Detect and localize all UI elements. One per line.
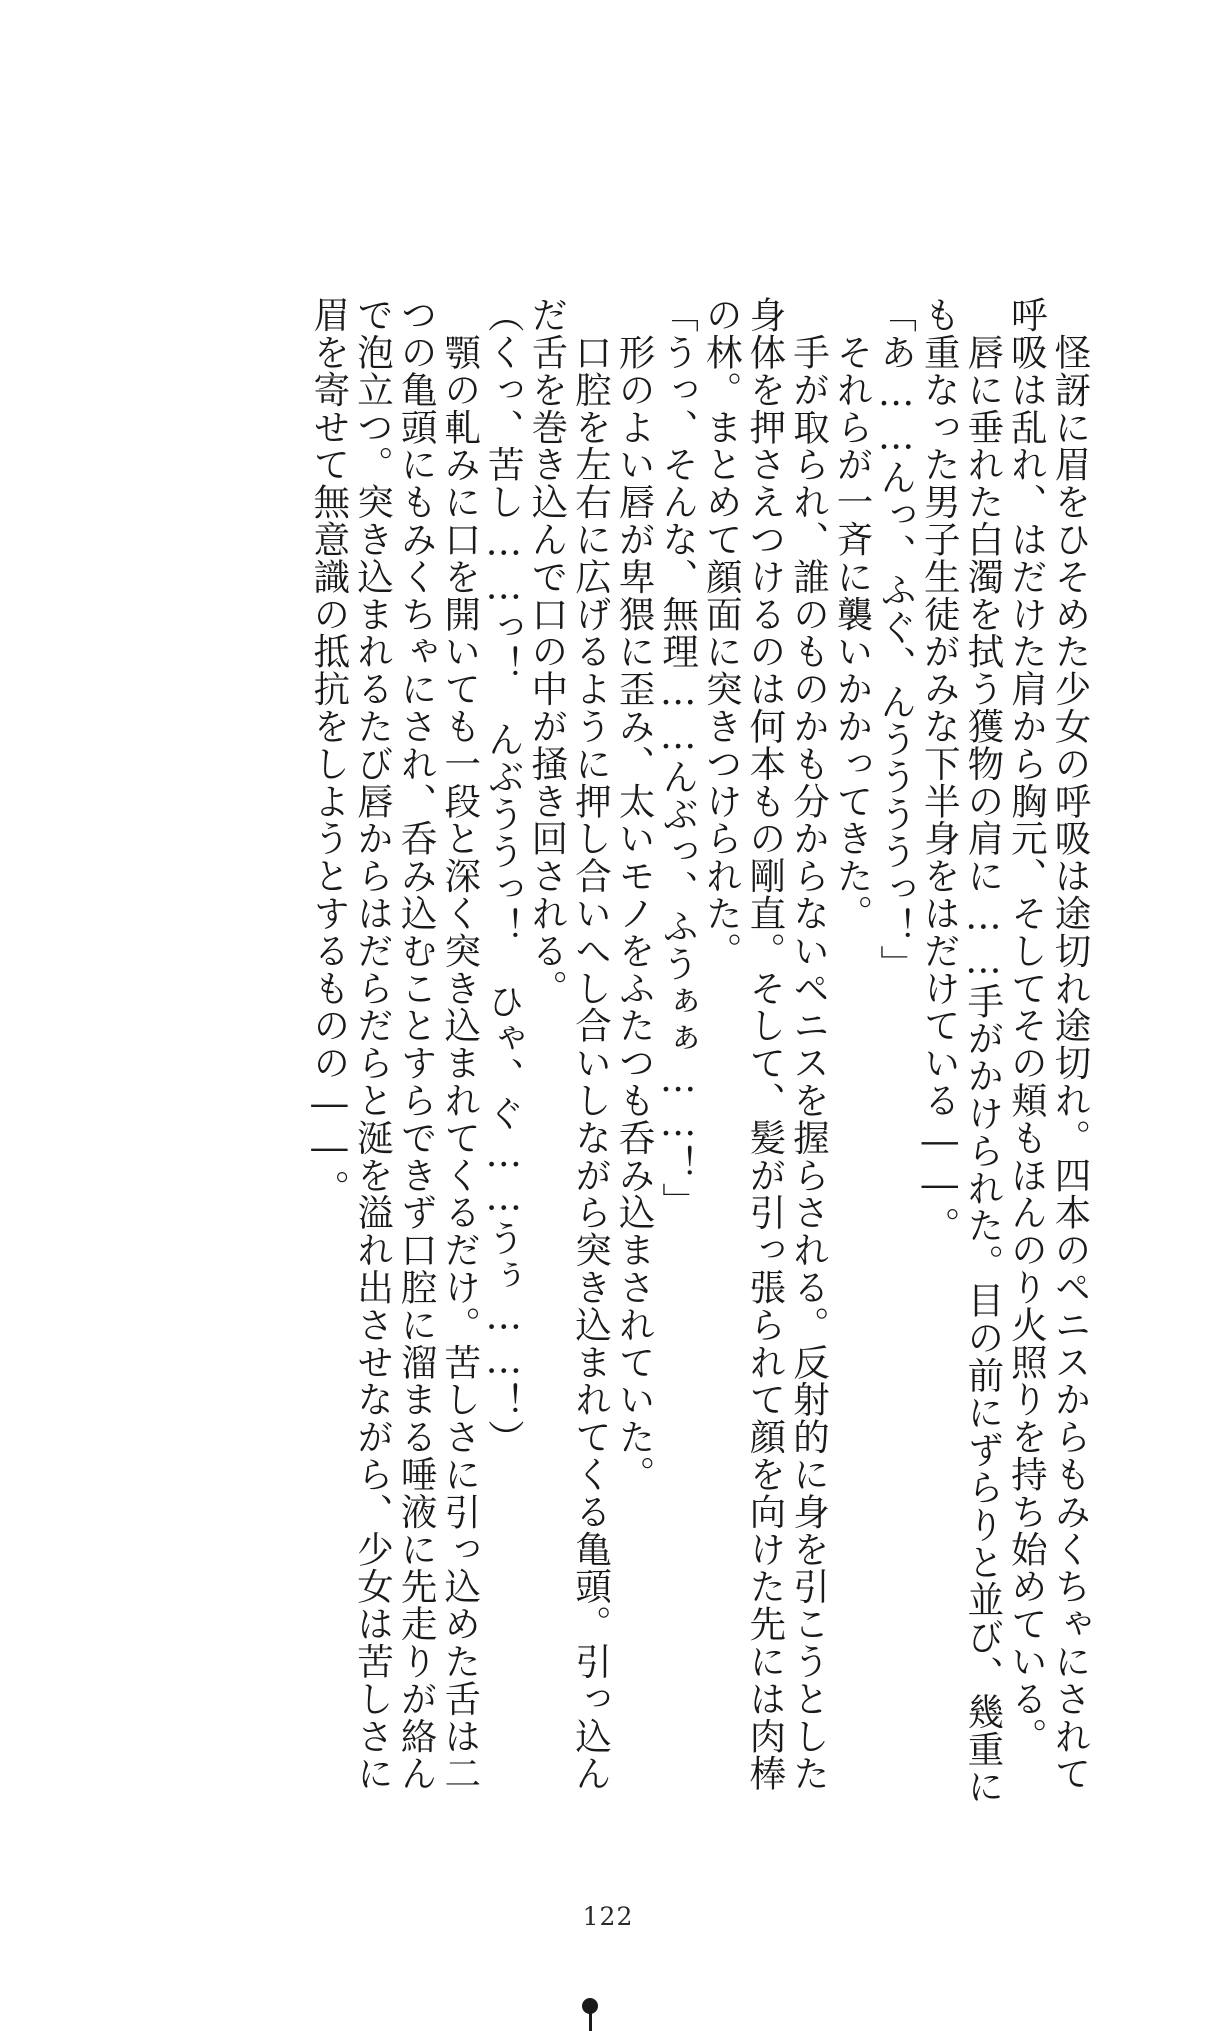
text-line: だ舌を巻き込んで口の中が掻き回される。 <box>525 296 569 1007</box>
text-line: 呼吸は乱れ、はだけた肩から胸元、そしてその頬もほんのり火照りを持ち始めている。 <box>1005 296 1049 1755</box>
text-line: 怪訝に眉をひそめた少女の呼吸は途切れ途切れ。四本のペニスからもみくちゃにされて <box>1049 296 1092 1792</box>
text-line: 口腔を左右に広げるように押し合いへし合いしながら突き込まれてくる亀頭。引っ込ん <box>569 296 613 1792</box>
text-line: 「あ……んっ、ふぐ、んううううっ！」 <box>874 296 918 983</box>
text-line: つの亀頭にもみくちゃにされ、呑み込むことすらできず口腔に溜まる唾液に先走りが絡ん <box>395 296 439 1792</box>
page-number: 122 <box>582 1902 634 1931</box>
text-line: 顎の軋みに口を開いても一段と深く突き込まれてくるだけ。苦しさに引っ込めた舌は二 <box>438 296 482 1793</box>
text-line: （くっ、苦し……っ！ んぶううっ！ ひゃ、ぐ……うぅ……！） <box>482 296 526 1457</box>
text-line: 唇に垂れた白濁を拭う獲物の肩に……手がかけられた。目の前にずらりと並び、幾重に <box>961 296 1005 1805</box>
text-line: で泡立つ。突き込まれるたび唇からはだらだらと涎を溢れ出させながら、少女は苦しさに <box>351 296 395 1792</box>
text-line: 身体を押さえつけるのは何本もの剛直。そして、髪が引っ張られて顔を向けた先には肉棒 <box>743 296 787 1792</box>
text-line: も重なった男子生徒がみな下半身をはだけている――。 <box>918 296 962 1244</box>
text-line: の林。まとめて顔面に突きつけられた。 <box>700 296 744 970</box>
text-line: それらが一斉に襲いかかってきた。 <box>831 296 875 932</box>
page-marker-stem <box>589 2012 592 2031</box>
vertical-text-body <box>128 296 1092 1805</box>
text-line: 眉を寄せて無意識の抵抗をしようとするものの――。 <box>307 296 351 1207</box>
text-line: 手が取られ、誰のものかも分からないペニスを握らされる。反射的に身を引こうとした <box>787 296 831 1792</box>
text-line: 「うっ、そんな、無理……んぶっ、ふうぁぁ……！」 <box>656 296 700 1220</box>
text-line: 形のよい唇が卑猥に歪み、太いモノをふたつも呑み込まされていた。 <box>613 296 657 1493</box>
